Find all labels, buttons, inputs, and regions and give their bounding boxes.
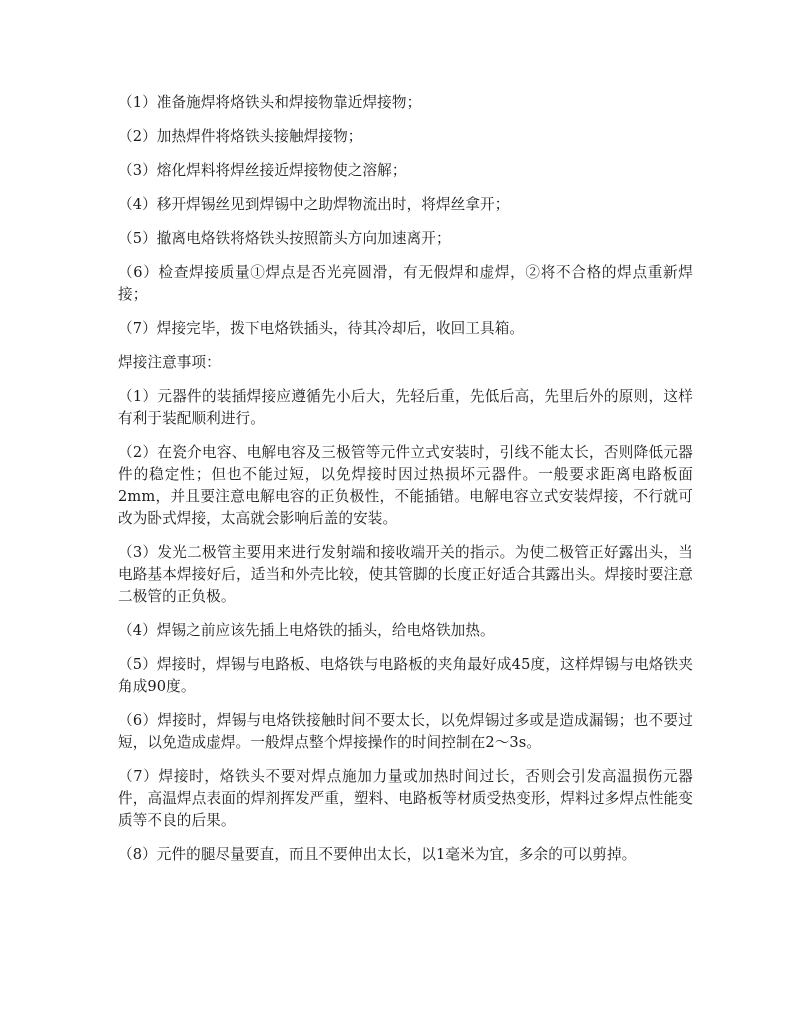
step-2: （2）加热焊件将烙铁头接触焊接物； bbox=[118, 128, 363, 145]
step-1: （1）准备施焊将烙铁头和焊接物靠近焊接物； bbox=[118, 94, 422, 111]
note-8: （8）元件的腿尽量要直，而且不要伸出太长，以1毫米为宜，多余的可以剪掉。 bbox=[118, 846, 637, 863]
note-6: （6）焊接时，焊锡与电烙铁接触时间不要太长，以免焊锡过多或是造成漏锡；也不要过短，以免造成虚焊。一般焊点整个焊接操作的时间控制在2～3s。 bbox=[118, 712, 693, 751]
notes-heading: 焊接注意事项： bbox=[118, 354, 221, 371]
step-4: （4）移开焊锡丝见到焊锡中之助焊物流出时，将焊丝拿开； bbox=[118, 196, 510, 213]
document-body bbox=[118, 92, 693, 878]
step-5: （5）撤离电烙铁将烙铁头按照箭头方向加速离开； bbox=[118, 230, 451, 247]
note-2: （2）在瓷介电容、电解电容及三极管等元件立式安装时，引线不能太长，否则降低元器件的稳定性；但也不能过短，以免焊接时因过热损坏元器件。一般要求距离电路板面2mm，并且要注意电解电容的正负极性，不能插错。电解电容立式安装焊接，不行就可改为卧式焊接，太高就会影响后盖的安装。 bbox=[118, 444, 693, 527]
note-1: （1）元器件的装插焊接应遵循先小后大，先轻后重，先低后高，先里后外的原则，这样有利于装配顺利进行。 bbox=[118, 388, 693, 427]
step-3: （3）熔化焊料将焊丝接近焊接物使之溶解； bbox=[118, 162, 407, 179]
note-5: （5）焊接时，焊锡与电路板、电烙铁与电路板的夹角最好成45度，这样焊锡与电烙铁夹角成90度。 bbox=[118, 656, 693, 695]
step-6: （6）检查焊接质量①焊点是否光亮圆滑，有无假焊和虚焊，②将不合格的焊点重新焊接； bbox=[118, 264, 693, 303]
note-4: （4）焊锡之前应该先插上电烙铁的插头，给电烙铁加热。 bbox=[118, 622, 495, 639]
note-3: （3）发光二极管主要用来进行发射端和接收端开关的指示。为使二极管正好露出头，当电路基本焊接好后，适当和外壳比较，使其管脚的长度正好适合其露出头。焊接时要注意二极管的正负极。 bbox=[118, 544, 693, 605]
step-7: （7）焊接完毕，拨下电烙铁插头，待其冷却后，收回工具箱。 bbox=[118, 320, 525, 337]
note-7: （7）焊接时，烙铁头不要对焊点施加力量或加热时间过长，否则会引发高温损伤元器件，高温焊点表面的焊剂挥发严重，塑料、电路板等材质受热变形，焊料过多焊点性能变质等不良的后果。 bbox=[118, 768, 693, 829]
